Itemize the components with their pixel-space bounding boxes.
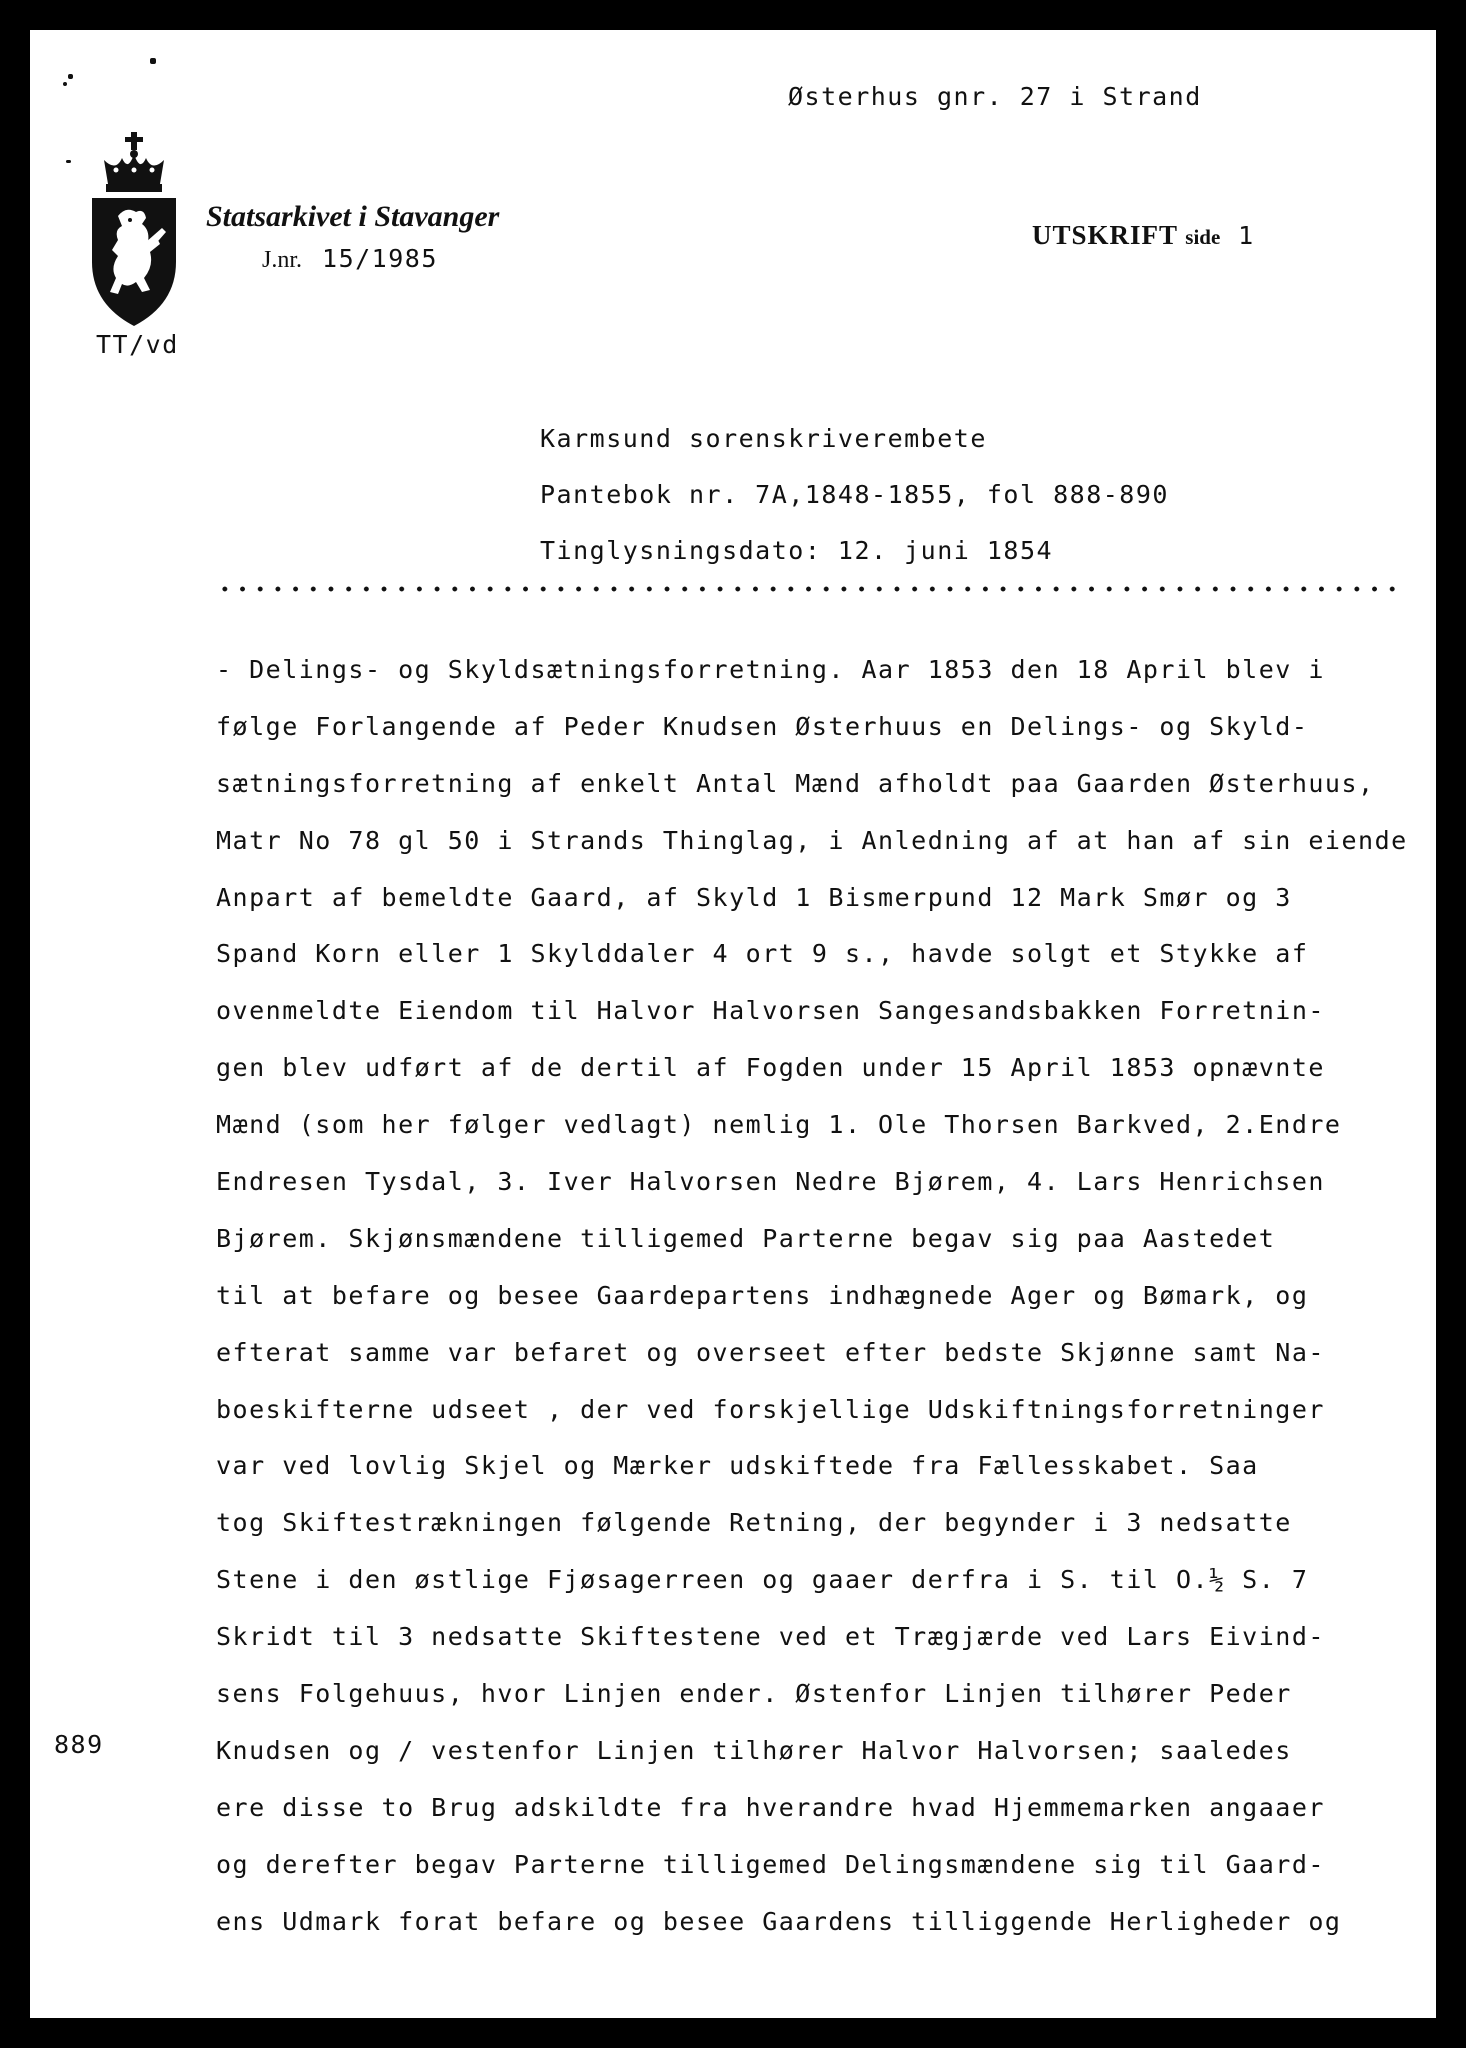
source-book: Pantebok nr. 7A,1848-1855, fol 888-890 <box>540 480 1169 509</box>
ink-speck <box>68 74 73 79</box>
norwegian-lion-crest-icon <box>88 132 180 328</box>
transcript-line: ere disse to Brug adskildte fra hverandre hvad Hjemmemarken angaaer <box>216 1792 1325 1822</box>
transcript-line: tog Skiftestrækningen følgende Retning, der begynder i 3 nedsatte <box>216 1508 1292 1538</box>
side-label: side <box>1185 225 1221 249</box>
transcript-line: var ved lovlig Skjel og Mærker udskiftede fra Fællesskabet. Saa <box>216 1451 1259 1481</box>
transcript-line: sætningsforretning af enkelt Antal Mænd afholdt paa Gaarden Østerhuus, <box>216 768 1375 798</box>
transcript-line: ens Udmark forat befare og besee Gaardens tilliggende Herligheder og <box>216 1906 1342 1936</box>
transcript-line: til at befare og besee Gaardepartens indhægnede Ager og Bømark, og <box>216 1280 1309 1310</box>
transcript-line: Stene i den østlige Fjøsagerreen og gaaer derfra i S. til O.½ S. 7 <box>216 1565 1309 1595</box>
transcript-line: Bjørem. Skjønsmændene tilligemed Parterne begav sig paa Aastedet <box>216 1223 1276 1253</box>
transcript-line: Skridt til 3 nedsatte Skiftestene ved et Trægjærde ved Lars Eivind- <box>216 1622 1325 1652</box>
transcript-line: Spand Korn eller 1 Skylddaler 4 ort 9 s., havde solgt et Stykke af <box>216 939 1309 969</box>
document-page <box>30 30 1436 2018</box>
transcript-line: Endresen Tysdal, 3. Iver Halvorsen Nedre Bjørem, 4. Lars Henrichsen <box>216 1167 1325 1197</box>
transcript-body <box>216 642 1408 1950</box>
transcript-line: Knudsen og / vestenfor Linjen tilhører Halvor Halvorsen; saaledes <box>216 1735 1292 1765</box>
ink-speck <box>63 82 67 86</box>
transcript-line: gen blev udført af de dertil af Fogden under 15 April 1853 opnævnte <box>216 1053 1325 1083</box>
journal-number <box>262 244 438 274</box>
transcript-line: ovenmeldte Eiendom til Halvor Halvorsen Sangesandsbakken Forretnin- <box>216 996 1325 1026</box>
dotted-separator <box>216 586 1396 592</box>
transcript-line: boeskifterne udseet , der ved forskjellige Udskiftningsforretninger <box>216 1394 1325 1424</box>
transcript-line: følge Forlangende af Peder Knudsen Østerhuus en Delings- og Skyld- <box>216 711 1309 741</box>
archive-name: Statsarkivet i Stavanger <box>206 200 500 233</box>
jnr-value: 15/1985 <box>322 244 438 273</box>
transcript-line: Anpart af bemeldte Gaard, af Skyld 1 Bismerpund 12 Mark Smør og 3 <box>216 882 1292 912</box>
source-office: Karmsund sorenskriverembete <box>540 424 987 453</box>
transcript-line: - Delings- og Skyldsætningsforretning. Aar 1853 den 18 April blev i <box>216 655 1325 684</box>
folio-margin-note: 889 <box>54 1730 104 1759</box>
property-title: Østerhus gnr. 27 i Strand <box>788 82 1202 111</box>
ink-speck <box>66 160 71 163</box>
jnr-label: J.nr. <box>262 247 303 273</box>
utskrift-label: UTSKRIFT <box>1032 220 1178 250</box>
transcript-line: sens Folgehuus, hvor Linjen ender. Østenfor Linjen tilhører Peder <box>216 1679 1292 1709</box>
ink-speck <box>150 58 156 64</box>
transcript-line: efterat samme var befaret og overseet efter bedste Skjønne samt Na- <box>216 1337 1325 1367</box>
registration-date: Tinglysningsdato: 12. juni 1854 <box>540 536 1054 565</box>
utskrift-heading <box>1032 220 1255 251</box>
transcript-line: Matr No 78 gl 50 i Strands Thinglag, i Anledning af at han af sin eiende <box>216 825 1408 855</box>
transcript-line: og derefter begav Parterne tilligemed Delingsmændene sig til Gaard- <box>216 1849 1325 1879</box>
side-number: 1 <box>1238 221 1255 250</box>
initials: TT/vd <box>96 330 179 359</box>
transcript-line: Mænd (som her følger vedlagt) nemlig 1. Ole Thorsen Barkved, 2.Endre <box>216 1110 1342 1140</box>
